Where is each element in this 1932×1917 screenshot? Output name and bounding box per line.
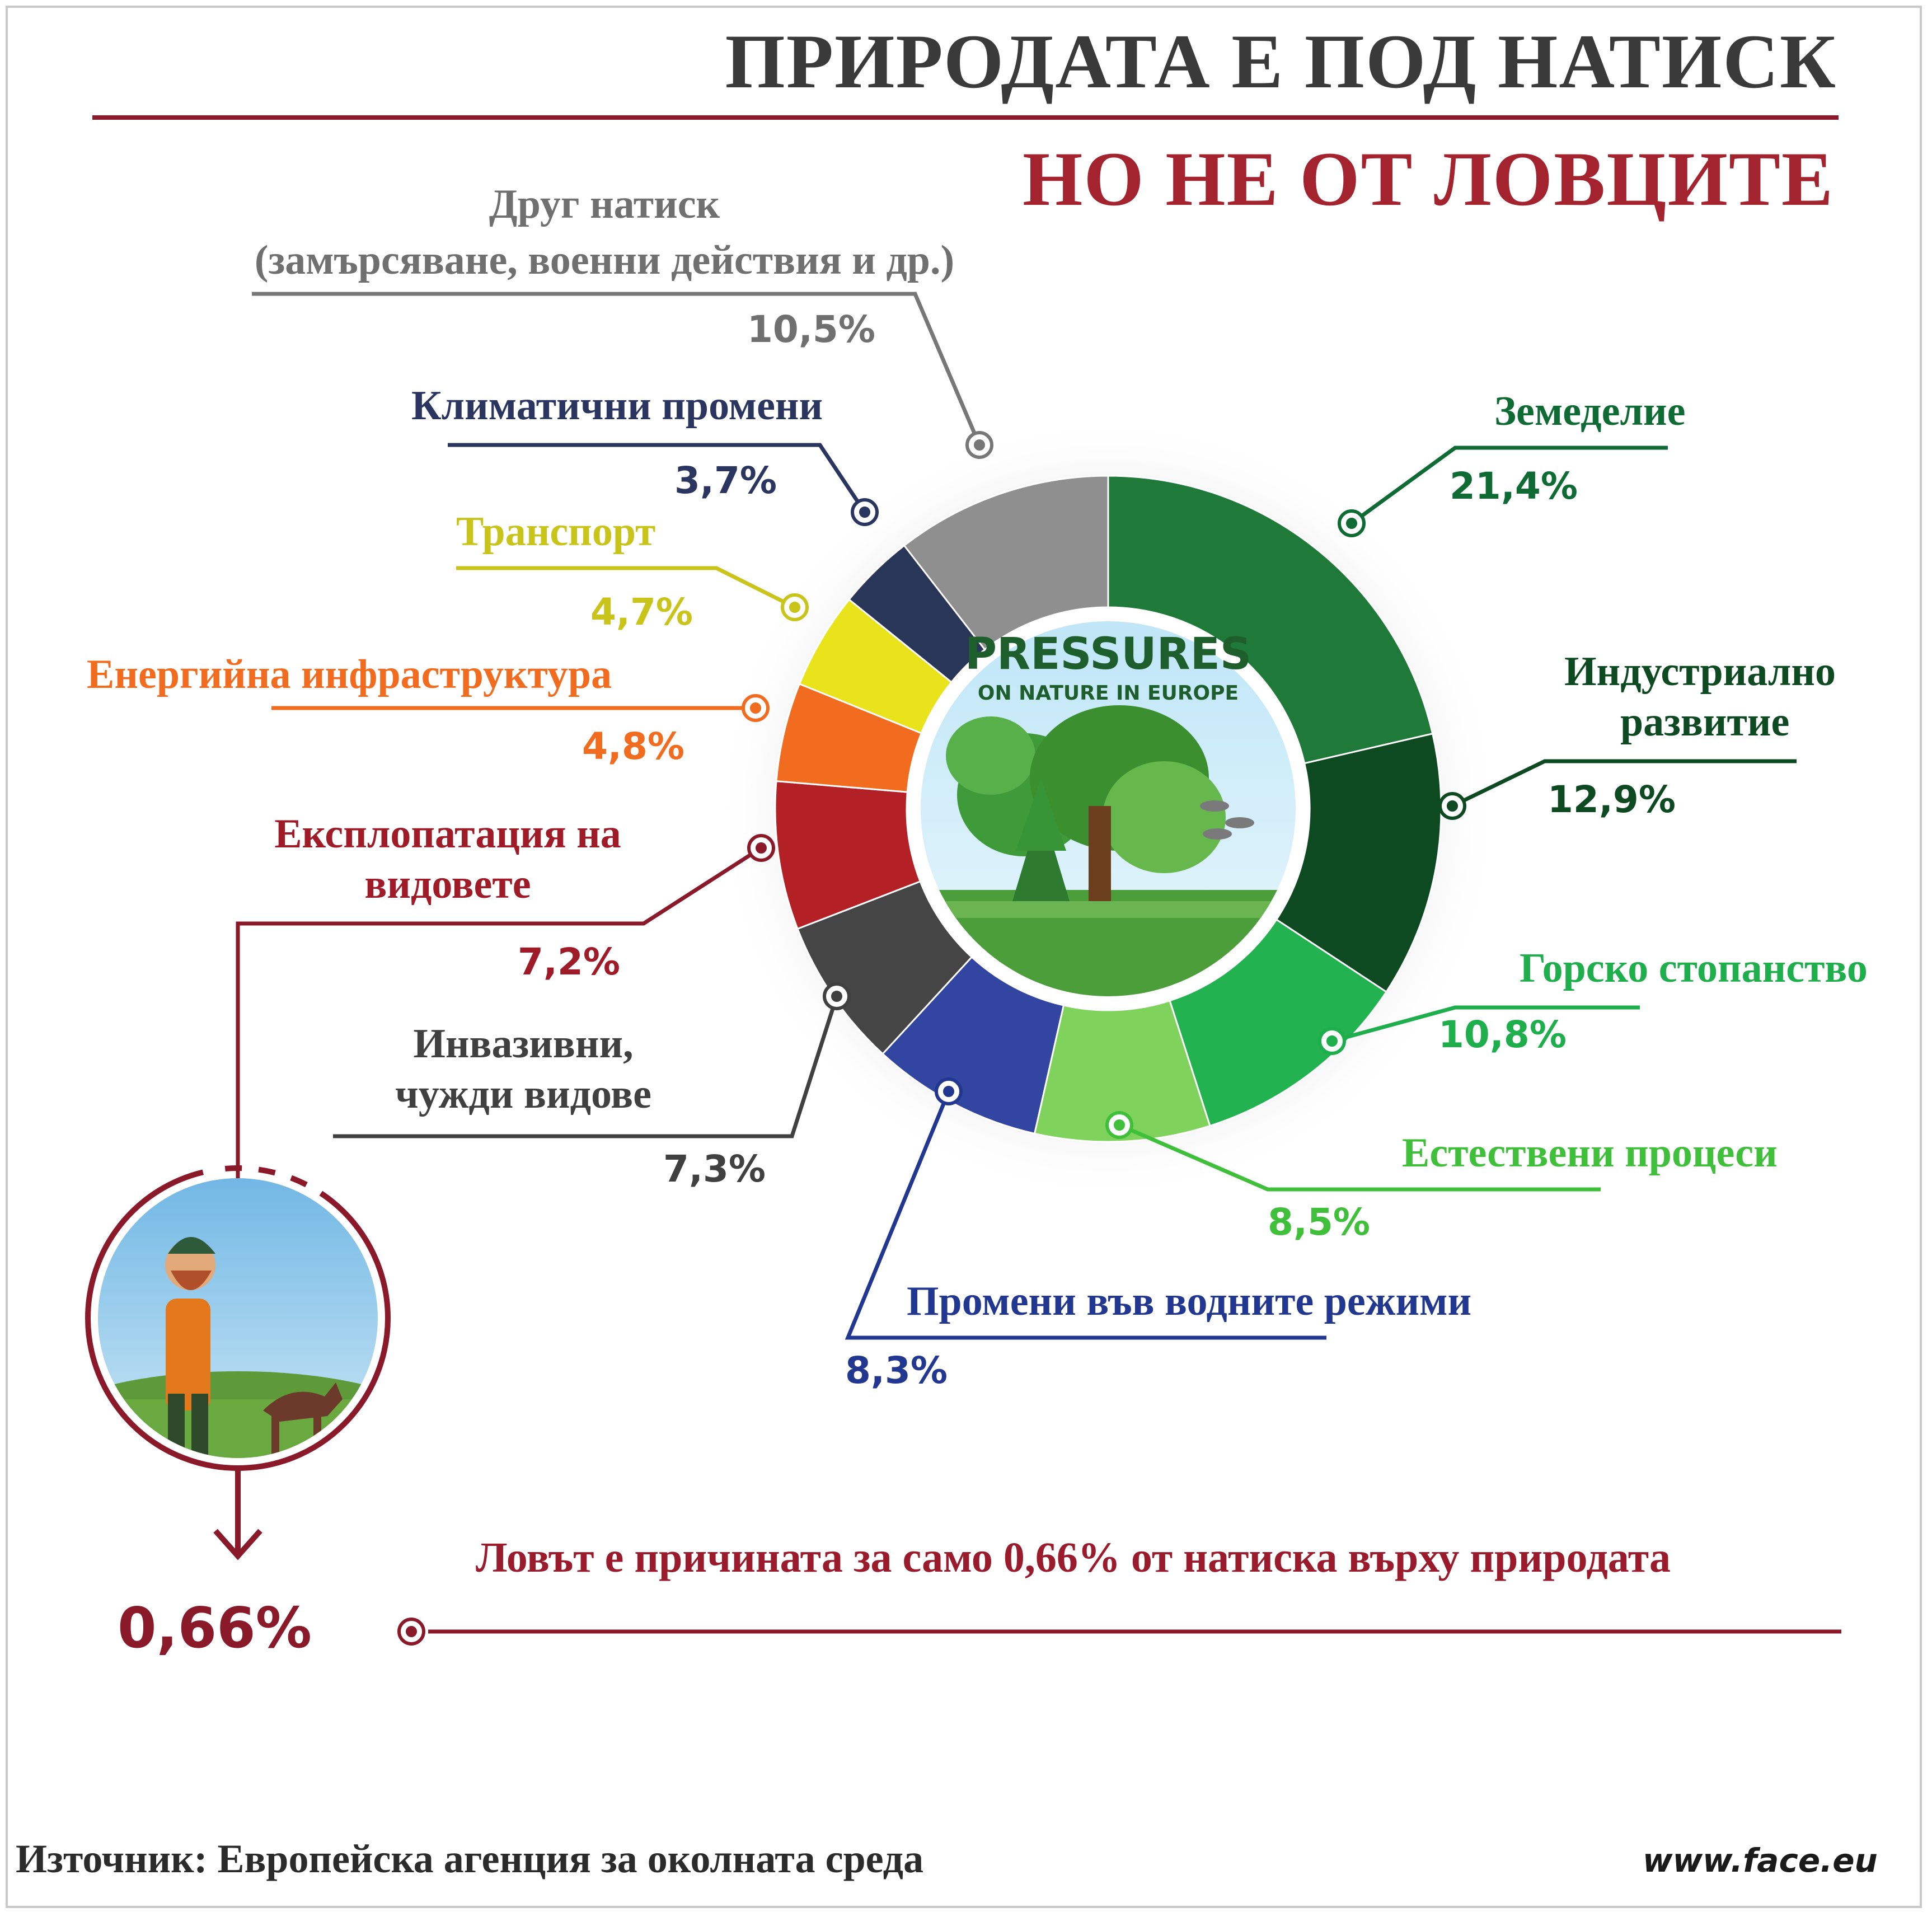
label-transport: Транспорт — [456, 509, 656, 555]
pct-invasive: 7,3% — [663, 1147, 766, 1190]
label-energy: Енергийна инфраструктура — [87, 652, 612, 697]
marker-forestry — [1320, 1029, 1344, 1053]
pct-other: 10,5% — [747, 308, 875, 351]
label-other-2: (замърсяване, военни действия и др.) — [254, 237, 955, 283]
label-industry-2: развитие — [1620, 699, 1790, 745]
label-natural: Естествени процеси — [1402, 1130, 1778, 1176]
marker-climate — [852, 500, 877, 524]
source-note: Източник: Европейска агенция за околната среда — [16, 1836, 924, 1881]
marker-industry — [1440, 794, 1465, 818]
pct-climate: 3,7% — [674, 459, 777, 502]
label-exploit-2: видовете — [364, 861, 531, 907]
marker-energy — [743, 696, 768, 720]
center-label-subtitle: ON NATURE IN EUROPE — [977, 682, 1239, 705]
marker-natural — [1107, 1113, 1132, 1137]
label-zemedelie: Земеделие — [1494, 388, 1686, 434]
label-invasive-2: чужди видове — [395, 1071, 651, 1117]
marker-exploit — [749, 836, 773, 860]
page-title: ПРИРОДАТА Е ПОД НАТИСК — [725, 18, 1837, 104]
pct-industry: 12,9% — [1548, 778, 1676, 821]
label-water: Промени във водните режими — [907, 1278, 1472, 1324]
marker-hunting — [399, 1619, 424, 1644]
hunting-statement: Ловът е причината за само 0,66% от натиска върху природата — [476, 1534, 1671, 1581]
marker-zemedelie — [1339, 511, 1364, 536]
pct-exploit: 7,2% — [518, 940, 621, 983]
label-other-1: Друг натиск — [489, 181, 720, 227]
label-climate: Климатични промени — [411, 383, 823, 429]
label-industry-1: Индустриално — [1564, 649, 1836, 695]
page-subtitle: НО НЕ ОТ ЛОВЦИТЕ — [1023, 136, 1834, 222]
center-label-pressures: PRESSURES — [964, 629, 1252, 679]
hunting-arrow — [215, 1469, 260, 1556]
pct-forestry: 10,8% — [1438, 1013, 1567, 1056]
marker-water — [936, 1079, 961, 1104]
hunter-illustration — [36, 1168, 439, 1494]
label-exploit-1: Експлопатация на — [274, 811, 621, 857]
leader-climate — [448, 445, 865, 512]
pct-zemedelie: 21,4% — [1450, 465, 1578, 508]
website-link[interactable]: www.face.eu — [1643, 1841, 1878, 1879]
label-invasive-1: Инвазивни, — [413, 1021, 634, 1067]
marker-other — [967, 433, 992, 457]
pct-water: 8,3% — [845, 1349, 948, 1392]
pct-energy: 4,8% — [582, 725, 685, 768]
marker-invasive — [824, 984, 849, 1009]
pct-transport: 4,7% — [590, 590, 693, 634]
marker-transport — [782, 595, 807, 620]
label-forestry: Горско стопанство — [1520, 945, 1868, 991]
hunting-percentage: 0,66% — [118, 1595, 312, 1661]
pct-natural: 8,5% — [1268, 1201, 1371, 1244]
